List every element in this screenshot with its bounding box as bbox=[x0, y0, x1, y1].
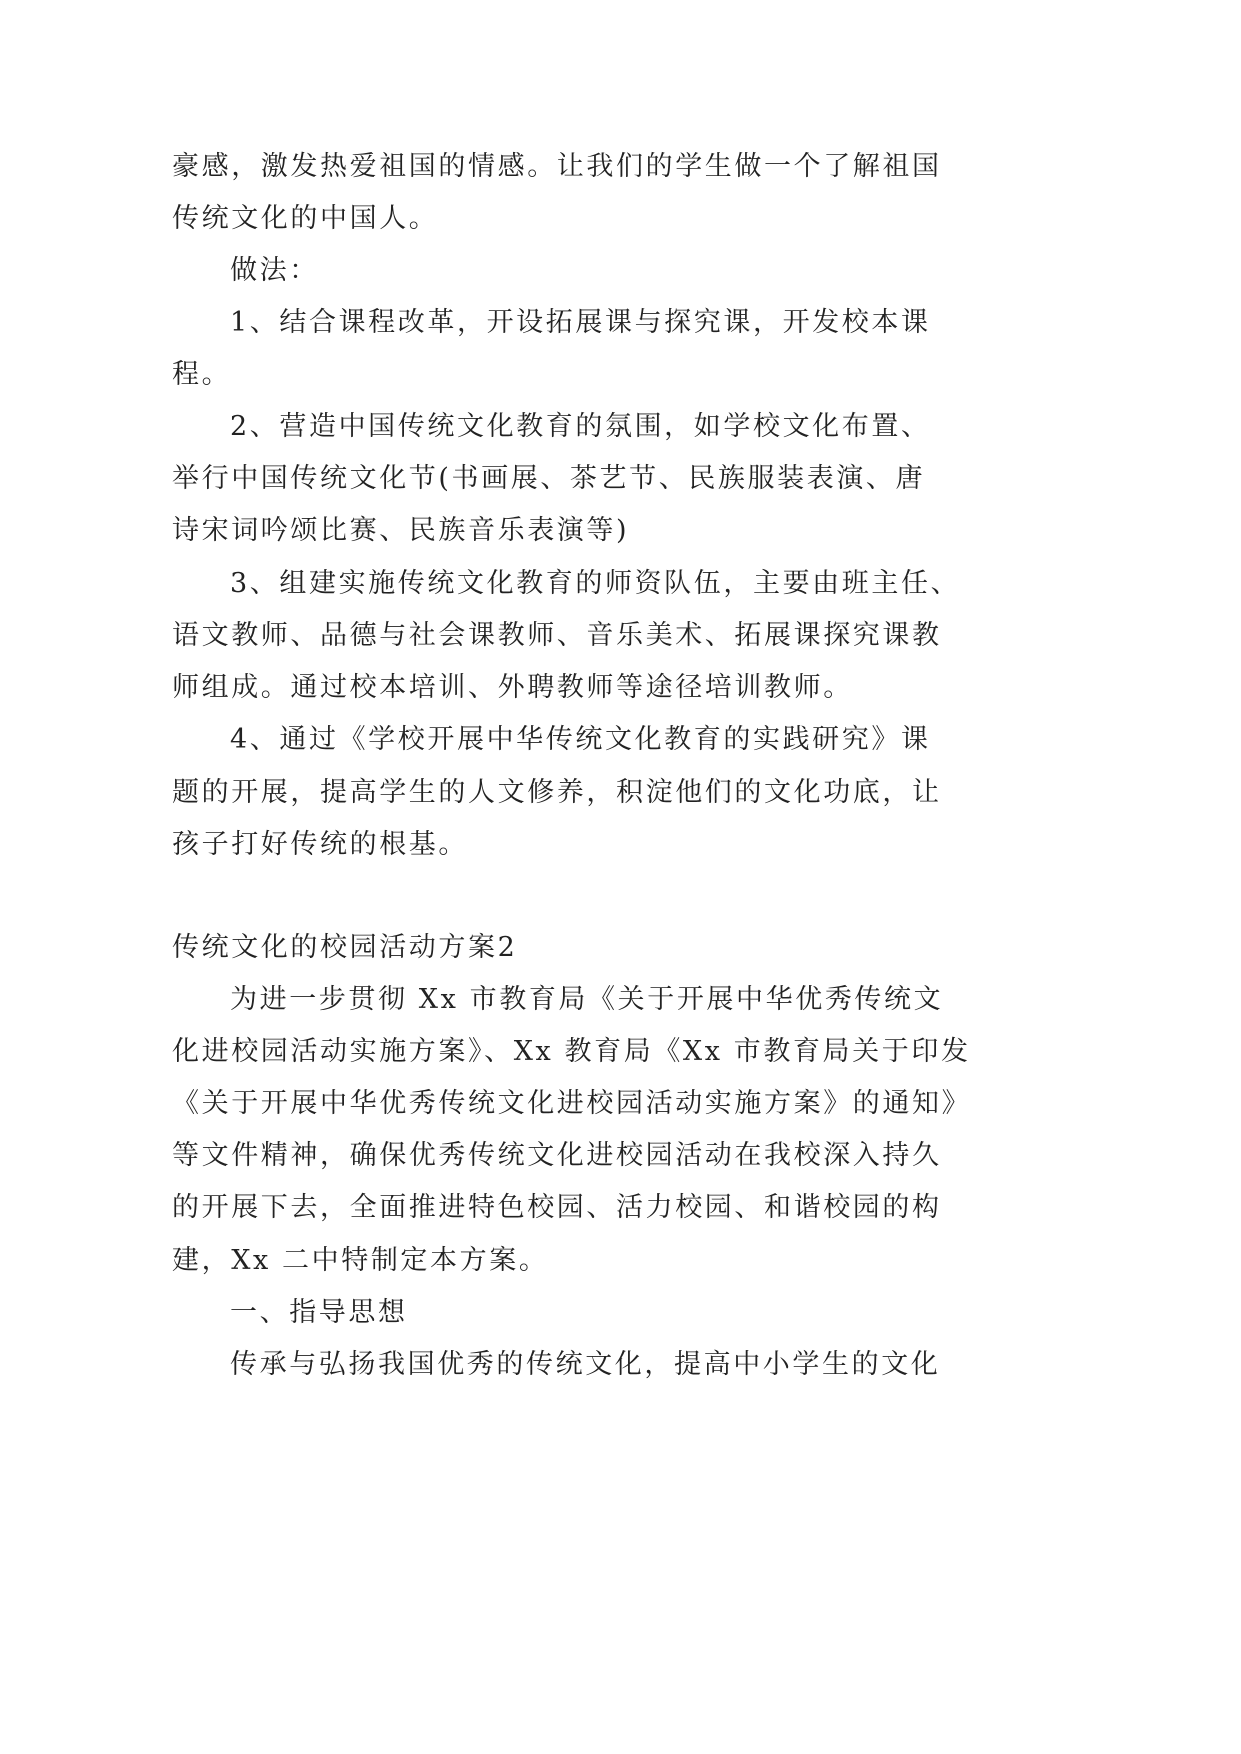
text-line: 等文件精神，确保优秀传统文化进校园活动在我校深入持久 bbox=[172, 1140, 942, 1171]
text-line: 2、营造中国传统文化教育的氛围，如学校文化布置、 bbox=[230, 411, 931, 442]
text-line: 1、结合课程改革，开设拓展课与探究课，开发校本课 bbox=[230, 307, 931, 338]
text-line: 语文教师、品德与社会课教师、音乐美术、拓展课探究课教 bbox=[172, 620, 942, 651]
text-line: 建，Xx 二中特制定本方案。 bbox=[172, 1245, 549, 1276]
text-line: 的开展下去，全面推进特色校园、活力校园、和谐校园的构 bbox=[172, 1192, 942, 1223]
text-line: 做法： bbox=[230, 255, 319, 286]
text-line: 传统文化的中国人。 bbox=[172, 203, 439, 234]
text-line: 题的开展，提高学生的人文修养，积淀他们的文化功底，让 bbox=[172, 777, 942, 808]
text-line: 3、组建实施传统文化教育的师资队伍，主要由班主任、 bbox=[230, 568, 961, 599]
text-line: 程。 bbox=[172, 359, 232, 390]
text-line: 豪感，激发热爱祖国的情感。让我们的学生做一个了解祖国 bbox=[172, 151, 942, 182]
text-line: 4、通过《学校开展中华传统文化教育的实践研究》课 bbox=[230, 724, 931, 755]
text-line: 一、指导思想 bbox=[230, 1297, 408, 1328]
text-line: 传承与弘扬我国优秀的传统文化，提高中小学生的文化 bbox=[230, 1349, 941, 1380]
text-line: 诗宋词吟颂比赛、民族音乐表演等) bbox=[172, 515, 630, 546]
text-line: 师组成。通过校本培训、外聘教师等途径培训教师。 bbox=[172, 672, 853, 703]
text-line: 举行中国传统文化节(书画展、茶艺节、民族服装表演、唐 bbox=[172, 463, 926, 494]
section-heading: 传统文化的校园活动方案2 bbox=[172, 932, 518, 963]
text-line: 《关于开展中华优秀传统文化进校园活动实施方案》的通知》 bbox=[172, 1088, 972, 1119]
text-line: 化进校园活动实施方案》、Xx 教育局《Xx 市教育局关于印发 bbox=[172, 1036, 971, 1067]
text-line: 为进一步贯彻 Xx 市教育局《关于开展中华优秀传统文 bbox=[230, 984, 944, 1015]
text-line: 孩子打好传统的根基。 bbox=[172, 829, 468, 860]
